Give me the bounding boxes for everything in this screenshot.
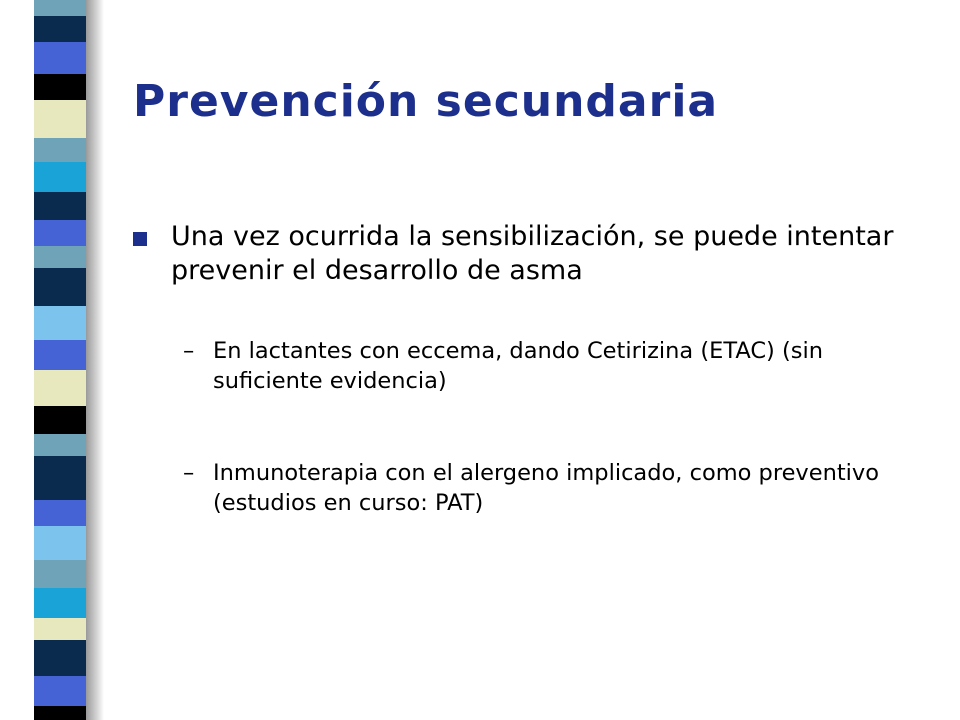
stripe-band — [34, 0, 86, 16]
stripe-band — [34, 340, 86, 370]
stripe-band — [34, 16, 86, 42]
stripe-band — [34, 100, 86, 138]
stripe-band — [34, 676, 86, 706]
stripe-band — [34, 456, 86, 500]
stripe-band — [34, 370, 86, 406]
stripe-band — [34, 268, 86, 306]
stripe-band — [34, 138, 86, 162]
stripe-band — [34, 406, 86, 434]
sub-bullet-text: En lactantes con eccema, dando Cetirizina (ETAC) (sin suficiente evidencia) — [213, 338, 823, 394]
stripe-band — [34, 560, 86, 588]
slide-content — [133, 220, 923, 518]
stripe-band — [34, 220, 86, 246]
stripe-band — [34, 526, 86, 560]
stripe-band — [34, 500, 86, 526]
stripe-band — [34, 588, 86, 618]
stripe-band — [34, 306, 86, 340]
slide-title: Prevención secundaria — [133, 76, 719, 127]
bullet-item — [133, 220, 923, 288]
stripe-band — [34, 706, 86, 720]
sub-bullet-item — [133, 336, 923, 396]
stripe-band — [34, 618, 86, 640]
sub-bullet-item — [133, 458, 923, 518]
stripe-shadow — [86, 0, 104, 720]
stripe-band — [34, 640, 86, 676]
dash-marker: – — [183, 460, 195, 486]
square-bullet-icon — [133, 232, 147, 246]
stripe-band — [34, 434, 86, 456]
stripe-band — [34, 42, 86, 74]
sub-bullet-text: Inmunoterapia con el alergeno implicado, como preventivo (estudios en curso: PAT) — [213, 460, 880, 516]
stripe-band — [34, 246, 86, 268]
decorative-stripe-bar — [34, 0, 86, 720]
stripe-band — [34, 74, 86, 100]
stripe-band — [34, 192, 86, 220]
stripe-band — [34, 162, 86, 192]
dash-marker: – — [183, 338, 195, 364]
bullet-text: Una vez ocurrida la sensibilización, se puede intentar prevenir el desarrollo de asma — [171, 221, 894, 286]
